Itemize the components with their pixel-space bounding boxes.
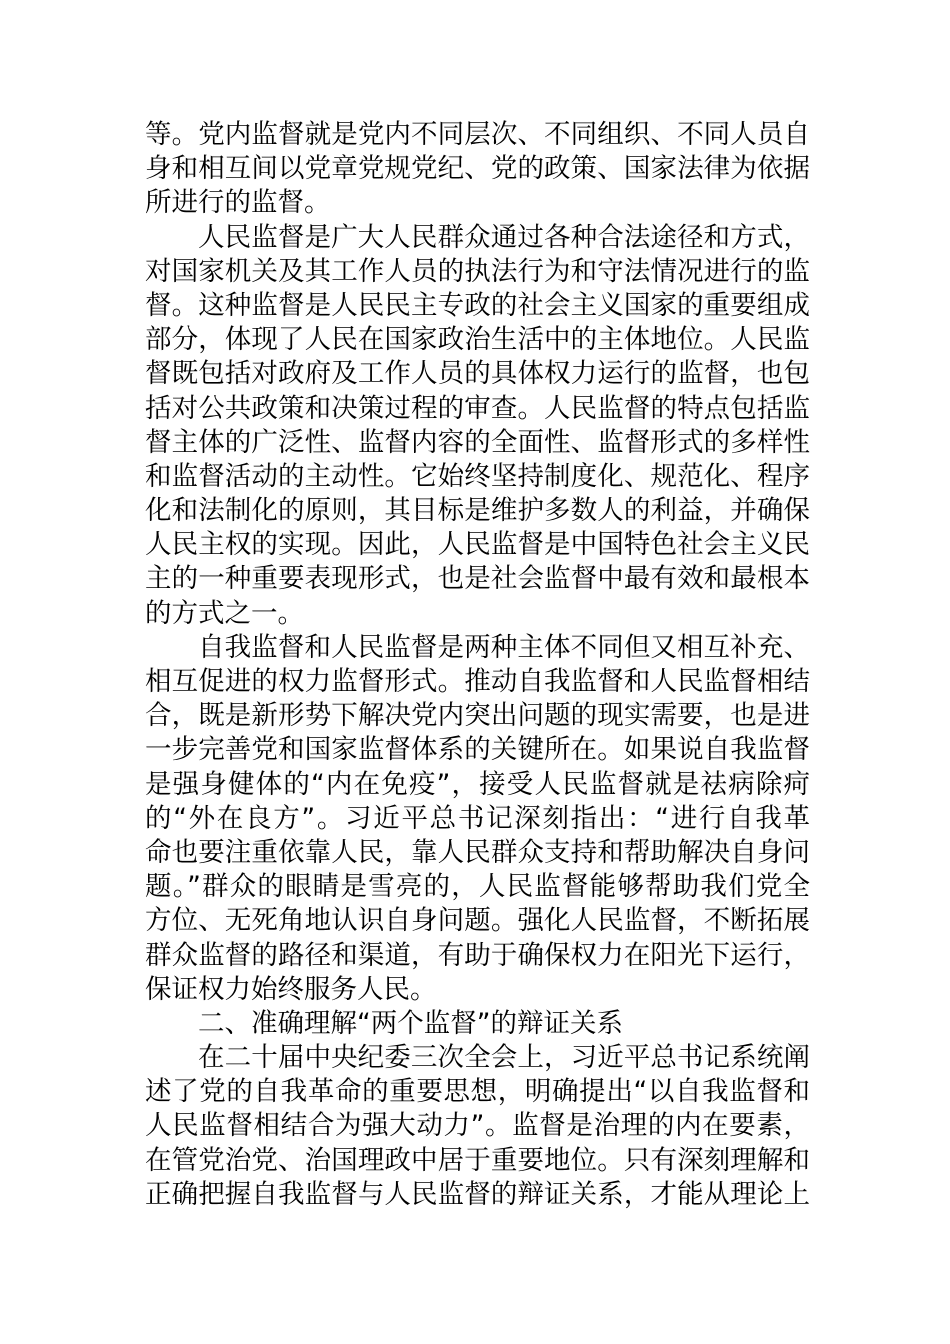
paragraph (145, 1041, 810, 1212)
text-line: 主的一种重要表现形式，也是社会监督中最有效和最根本 (145, 563, 810, 595)
heading-text: 二、准确理解“两个监督”的辩证关系 (198, 1007, 623, 1039)
text-line: 身和相互间以党章党规党纪、党的政策、国家法律为依据 (145, 153, 810, 185)
text-line: 督既包括对政府及工作人员的具体权力运行的监督，也包 (145, 358, 810, 390)
paragraph (145, 118, 810, 221)
text-line: 括对公共政策和决策过程的审查。人民监督的特点包括监 (145, 392, 810, 424)
text-line: 是强身健体的“内在免疫”，接受人民监督就是祛病除疴 (145, 768, 810, 800)
text-line: 人民监督是广大人民群众通过各种合法途径和方式， (198, 221, 810, 253)
text-line: 部分，体现了人民在国家政治生活中的主体地位。人民监 (145, 324, 810, 356)
text-line: 督主体的广泛性、监督内容的全面性、监督形式的多样性 (145, 426, 810, 458)
text-line: 对国家机关及其工作人员的执法行为和守法情况进行的监 (145, 255, 810, 287)
text-line: 化和法制化的原则，其目标是维护多数人的利益，并确保 (145, 495, 810, 527)
paragraph (145, 631, 810, 1007)
body-text (145, 118, 810, 1212)
text-line: 相互促进的权力监督形式。推动自我监督和人民监督相结 (145, 666, 810, 697)
text-line: 的“外在良方”。习近平总书记深刻指出：“进行自我革 (145, 802, 810, 834)
text-line: 人民监督相结合为强大动力”。监督是治理的内在要素， (145, 1110, 810, 1142)
text-line: 的方式之一。 (145, 597, 304, 629)
paragraph (145, 221, 810, 631)
text-line: 在二十届中央纪委三次全会上，习近平总书记系统阐 (198, 1042, 810, 1074)
text-line: 正确把握自我监督与人民监督的辩证关系，才能从理论上 (145, 1178, 810, 1210)
text-line: 在管党治党、治国理政中居于重要地位。只有深刻理解和 (145, 1144, 810, 1176)
text-line: 所进行的监督。 (145, 187, 331, 219)
text-line: 保证权力始终服务人民。 (145, 973, 437, 1005)
text-line: 命也要注重依靠人民，靠人民群众支持和帮助解决自身问 (145, 836, 810, 868)
text-line: 述了党的自我革命的重要思想，明确提出“以自我监督和 (145, 1076, 810, 1108)
section-heading (145, 1007, 810, 1041)
text-line: 群众监督的路径和渠道，有助于确保权力在阳光下运行， (145, 939, 810, 971)
text-line: 一步完善党和国家监督体系的关键所在。如果说自我监督 (145, 734, 810, 766)
text-line: 自我监督和人民监督是两种主体不同但又相互补充、 (198, 631, 810, 663)
text-line: 等。党内监督就是党内不同层次、不同组织、不同人员自 (145, 119, 810, 150)
text-line: 和监督活动的主动性。它始终坚持制度化、规范化、程序 (145, 460, 810, 492)
text-line: 方位、无死角地认识自身问题。强化人民监督，不断拓展 (145, 905, 810, 937)
text-line: 合，既是新形势下解决党内突出问题的现实需要，也是进 (145, 700, 810, 732)
text-line: 题。”群众的眼睛是雪亮的，人民监督能够帮助我们党全 (145, 871, 810, 903)
text-line: 人民主权的实现。因此，人民监督是中国特色社会主义民 (145, 529, 810, 561)
text-line: 督。这种监督是人民民主专政的社会主义国家的重要组成 (145, 289, 810, 321)
